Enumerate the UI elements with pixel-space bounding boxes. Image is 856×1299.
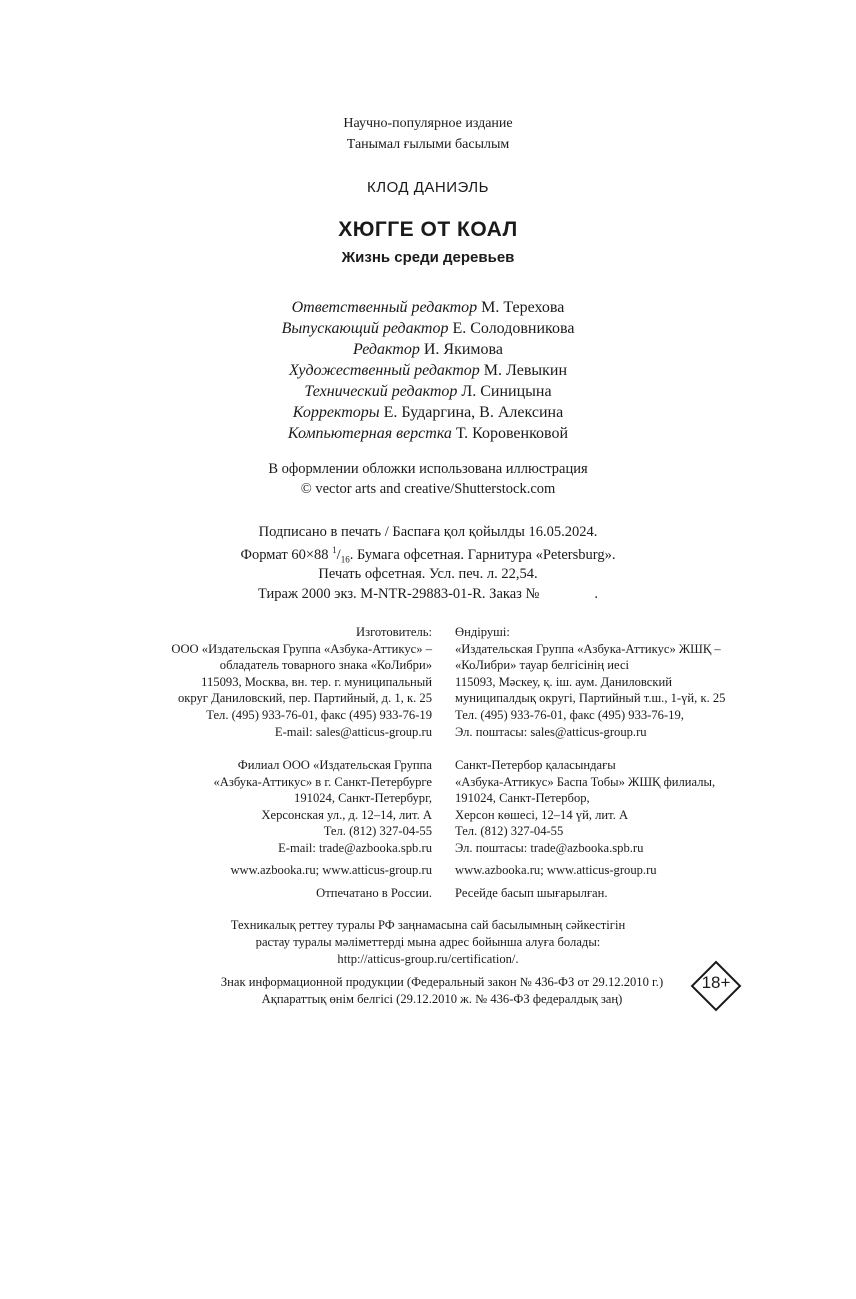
manufacturer-kz-line: «Издательская Группа «Азбука-Аттикус» ЖШҚ – bbox=[455, 641, 721, 656]
branch-kz-line: Тел. (812) 327-04-55 bbox=[455, 824, 564, 839]
edition-type-kz: Танымал ғылыми басылым bbox=[346, 137, 510, 152]
book-subtitle: Жизнь среди деревьев bbox=[341, 249, 515, 266]
website-links-kz: www.azbooka.ru; www.atticus-group.ru bbox=[455, 863, 657, 877]
print-press: Печать офсетная. Усл. печ. л. 22,54. bbox=[318, 566, 538, 582]
manufacturer-ru-line: 115093, Москва, вн. тер. г. муниципальный bbox=[201, 674, 432, 689]
credit-line: Корректоры Е. Бударгина, В. Алексина bbox=[292, 404, 564, 421]
manufacturer-kz-line: Тел. (495) 933-76-01, факс (495) 933-76-19, bbox=[455, 707, 684, 722]
credit-line: Выпускающий редактор Е. Солодовникова bbox=[281, 320, 575, 337]
printed-in-ru: Отпечатано в России. bbox=[316, 886, 432, 900]
branch-kz-line: Санкт-Петербор қаласындағы bbox=[455, 758, 616, 772]
manufacturer-ru-line: E-mail: sales@atticus-group.ru bbox=[274, 724, 432, 739]
branch-ru-line: Тел. (812) 327-04-55 bbox=[323, 824, 432, 839]
info-sign-kz: Ақпараттық өнім белгісі (29.12.2010 ж. № 436-ФЗ федералдық заң) bbox=[261, 992, 623, 1006]
manufacturer-kz-line: Өндіруші: bbox=[455, 625, 510, 639]
branch-kz-line: 191024, Санкт-Петербор, bbox=[455, 791, 590, 806]
branch-ru-line: Филиал ООО «Издательская Группа bbox=[237, 758, 432, 772]
branch-ru-line: 191024, Санкт-Петербург, bbox=[294, 791, 432, 806]
author-name: КЛОД ДАНИЭЛЬ bbox=[367, 179, 489, 196]
manufacturer-ru-line: Тел. (495) 933-76-01, факс (495) 933-76-19 bbox=[206, 707, 432, 722]
book-title: ХЮГГЕ ОТ КОАЛ bbox=[338, 218, 518, 241]
certification-line: Техникалық реттеу туралы РФ заңнамасына сай басылымның сәйкестігін bbox=[230, 918, 626, 932]
printed-in-kz: Ресейде басып шығарылған. bbox=[455, 886, 608, 900]
credit-line: Редактор И. Якимова bbox=[353, 341, 503, 358]
manufacturer-ru-line: ООО «Издательская Группа «Азбука-Аттикус» – bbox=[171, 641, 432, 656]
credit-line: Компьютерная верстка Т. Коровенковой bbox=[287, 425, 569, 442]
branch-kz-line: Эл. поштасы: trade@azbooka.spb.ru bbox=[455, 840, 644, 855]
manufacturer-kz-line: муниципалдық округі, Партийный т.ш., 1-үй, к. 25 bbox=[455, 691, 726, 706]
manufacturer-ru-line: Изготовитель: bbox=[356, 625, 432, 639]
print-signed: Подписано в печать / Баспаға қол қойылды 16.05.2024. bbox=[258, 524, 598, 540]
cover-credit-line: В оформлении обложки использована иллюстрация bbox=[268, 461, 588, 477]
credit-line: Ответственный редактор М. Терехова bbox=[291, 299, 565, 316]
branch-ru-line: E-mail: trade@azbooka.spb.ru bbox=[278, 840, 432, 855]
manufacturer-kz-line: 115093, Мәскеу, қ. іш. аум. Даниловский bbox=[455, 674, 672, 689]
manufacturer-kz bbox=[455, 624, 725, 740]
age-rating-label: 18+ bbox=[701, 973, 731, 992]
branch-ru-line: Херсонская ул., д. 12–14, лит. А bbox=[261, 807, 432, 822]
certification-url: http://atticus-group.ru/certification/. bbox=[337, 952, 519, 966]
print-format: Формат 60×88 $^1/_{16}$. Бумага офсетная. Гарнитура «Petersburg». bbox=[240, 545, 616, 565]
website-links-ru: www.azbooka.ru; www.atticus-group.ru bbox=[230, 863, 432, 877]
branch-kz-line: «Азбука-Аттикус» Баспа Тобы» ЖШҚ филиалы, bbox=[455, 774, 716, 789]
manufacturer-ru-line: обладатель товарного знака «КоЛибри» bbox=[219, 658, 432, 673]
edition-type-ru: Научно-популярное издание bbox=[343, 116, 513, 131]
branch-kz bbox=[455, 757, 715, 857]
cover-credit-copyright: © vector arts and creative/Shutterstock.com bbox=[300, 481, 556, 497]
manufacturer-ru bbox=[171, 624, 432, 740]
print-run: Тираж 2000 экз. M-NTR-29883-01-R. Заказ № . bbox=[258, 586, 598, 602]
credit-line: Технический редактор Л. Синицына bbox=[304, 383, 552, 400]
manufacturer-kz-line: Эл. поштасы: sales@atticus-group.ru bbox=[455, 724, 647, 739]
credit-line: Художественный редактор М. Левыкин bbox=[288, 362, 568, 379]
info-sign-ru: Знак информационной продукции (Федеральный закон № 436-ФЗ от 29.12.2010 г.) bbox=[220, 975, 664, 989]
branch-ru bbox=[214, 757, 433, 857]
branch-kz-line: Херсон көшесі, 12–14 үй, лит. А bbox=[455, 807, 629, 822]
certification-line: растау туралы мәліметтерді мына адрес бойынша алуға болады: bbox=[255, 935, 601, 949]
branch-ru-line: «Азбука-Аттикус» в г. Санкт-Петербурге bbox=[213, 774, 432, 789]
manufacturer-ru-line: округ Даниловский, пер. Партийный, д. 1, к. 25 bbox=[177, 691, 432, 706]
manufacturer-kz-line: «КоЛибри» тауар белгісінің иесі bbox=[455, 658, 630, 673]
